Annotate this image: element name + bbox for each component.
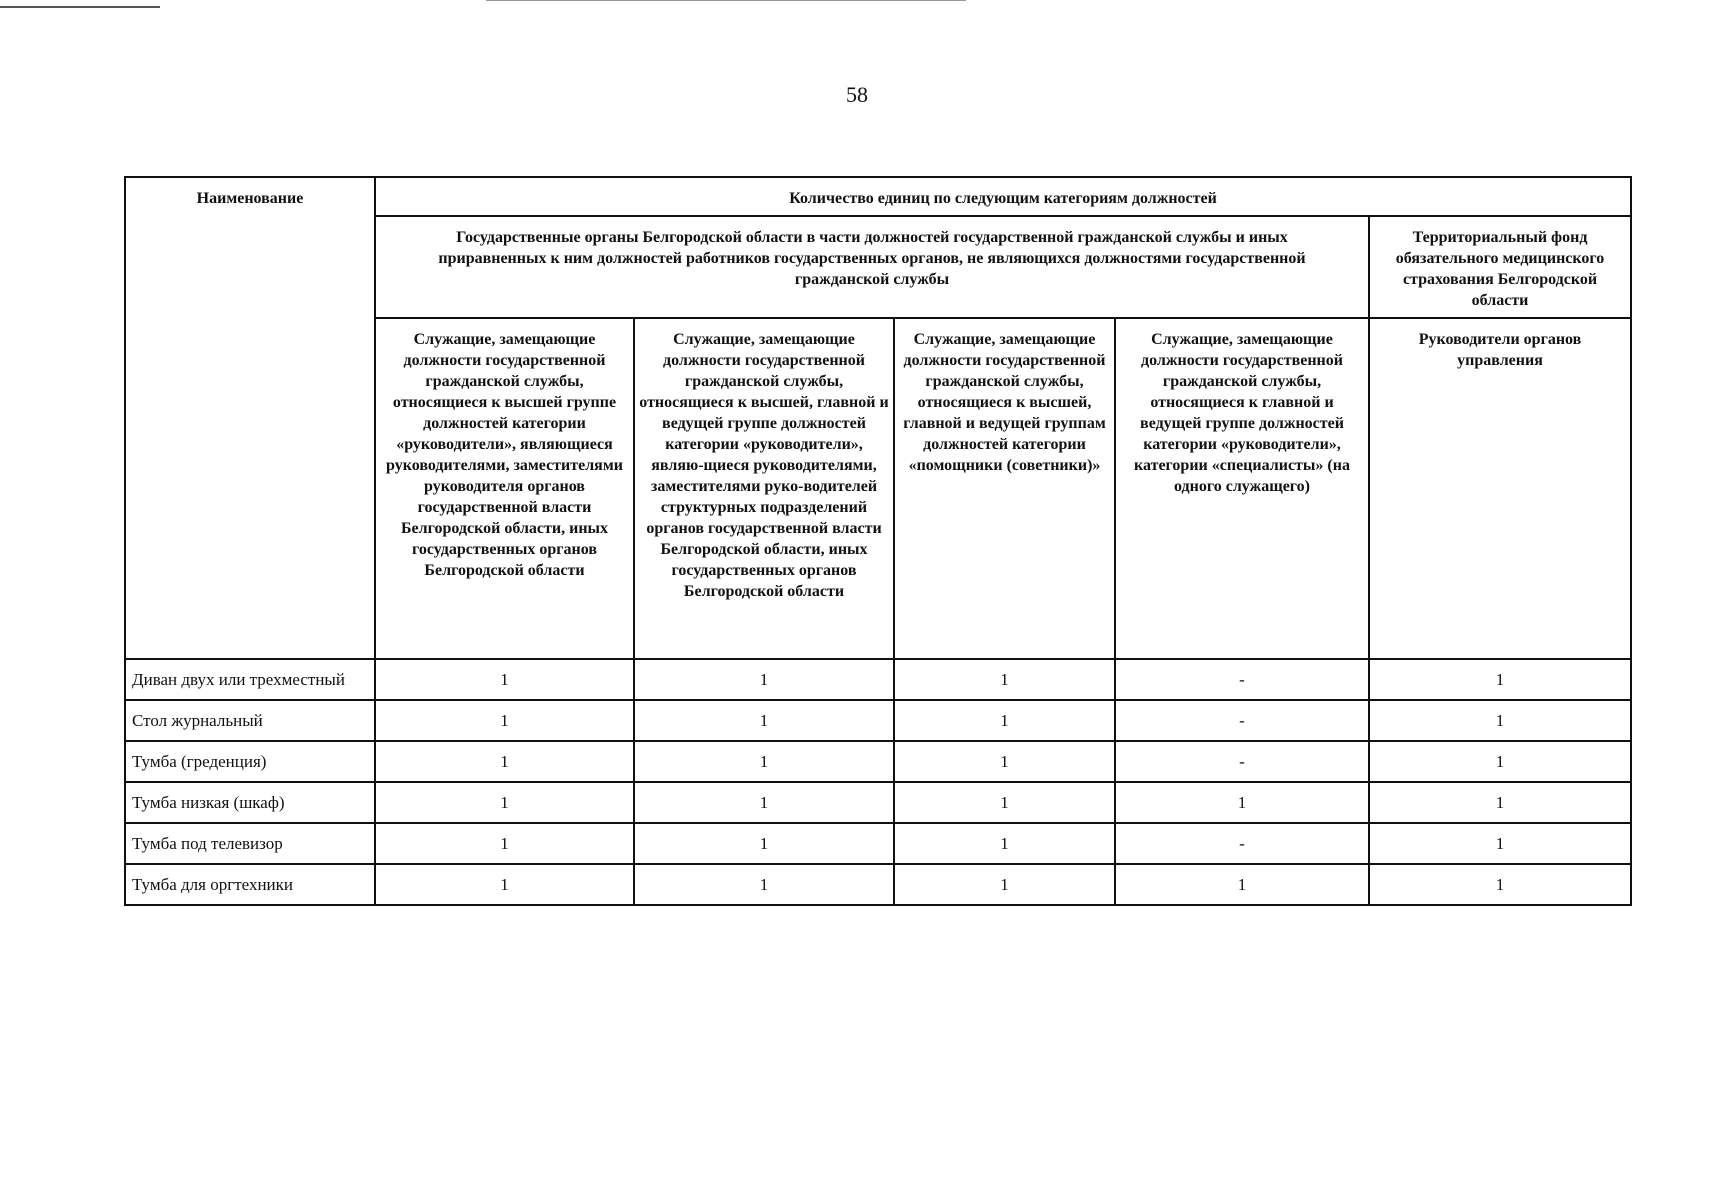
scan-edge-line — [486, 0, 966, 1]
quantity-cell: 1 — [1369, 659, 1631, 700]
item-name: Диван двух или трехместный — [125, 659, 375, 700]
item-name: Тумба под телевизор — [125, 823, 375, 864]
quantity-cell: 1 — [375, 823, 634, 864]
table-row — [125, 700, 1631, 741]
quantity-cell: - — [1115, 659, 1369, 700]
table-row — [125, 864, 1631, 905]
item-name: Тумба низкая (шкаф) — [125, 782, 375, 823]
quantity-cell: - — [1115, 741, 1369, 782]
quantity-cell: 1 — [634, 741, 894, 782]
quantity-cell: 1 — [894, 782, 1115, 823]
header-group-state-bodies: Государственные органы Белгородской области в части должностей государственной гражданской службы и иных приравненных к ним должностей работников государственных органов, не являющихся должностями государственной гражданской службы — [375, 216, 1369, 318]
quantity-cell: 1 — [375, 864, 634, 905]
item-name: Тумба (греденция) — [125, 741, 375, 782]
quantity-cell: 1 — [1369, 864, 1631, 905]
quantity-cell: 1 — [1369, 782, 1631, 823]
quantity-cell: 1 — [634, 782, 894, 823]
header-name: Наименование — [125, 177, 375, 659]
quantity-cell: 1 — [375, 700, 634, 741]
page-number: 58 — [846, 82, 868, 107]
quantity-cell: 1 — [375, 782, 634, 823]
quantity-cell: 1 — [1369, 823, 1631, 864]
quantity-cell: 1 — [894, 659, 1115, 700]
quantity-cell: 1 — [1369, 700, 1631, 741]
quantity-cell: 1 — [894, 864, 1115, 905]
header-quantity: Количество единиц по следующим категориям должностей — [375, 177, 1631, 216]
quantity-cell: 1 — [1115, 864, 1369, 905]
table-row — [125, 741, 1631, 782]
item-name: Стол журнальный — [125, 700, 375, 741]
header-row-top — [125, 177, 1631, 216]
header-category: Служащие, замещающие должности государственной гражданской службы, относящиеся к главной и ведущей группе должностей категории «руководители», категории «специалисты» (на одного служащего) — [1115, 318, 1369, 659]
quantity-cell: 1 — [375, 741, 634, 782]
quantity-cell: 1 — [894, 741, 1115, 782]
quantity-cell: 1 — [1369, 741, 1631, 782]
quantity-cell: - — [1115, 823, 1369, 864]
quantity-cell: 1 — [894, 700, 1115, 741]
quantity-cell: 1 — [375, 659, 634, 700]
item-name: Тумба для оргтехники — [125, 864, 375, 905]
quantity-cell: 1 — [634, 700, 894, 741]
header-category: Служащие, замещающие должности государственной гражданской службы, относящиеся к высшей, главной и ведущей группе должностей категории «руководители», являю-щиеся руководителями, заместителями руко-водителей структурных подразделений органов государственной власти Белгородской области, иных государственных органов Белгородской области — [634, 318, 894, 659]
header-category: Служащие, замещающие должности государственной гражданской службы, относящиеся к высшей, главной и ведущей группам должностей категории «помощники (советники)» — [894, 318, 1115, 659]
scan-edge-line — [0, 6, 160, 8]
table-row — [125, 782, 1631, 823]
quantity-cell: - — [1115, 700, 1369, 741]
quantity-cell: 1 — [634, 659, 894, 700]
quantity-cell: 1 — [894, 823, 1115, 864]
header-group-medical-fund: Территориальный фонд обязательного медицинского страхования Белгородской области — [1369, 216, 1631, 318]
header-category: Служащие, замещающие должности государственной гражданской службы, относящиеся к высшей группе должностей категории «руководители», являющиеся руководителями, заместителями руководителя органов государственной власти Белгородской области, иных государственных органов Белгородской области — [375, 318, 634, 659]
header-category: Руководители органов управления — [1369, 318, 1631, 659]
quantity-cell: 1 — [634, 823, 894, 864]
table-row — [125, 823, 1631, 864]
table-row — [125, 659, 1631, 700]
quantity-cell: 1 — [1115, 782, 1369, 823]
quantity-cell: 1 — [634, 864, 894, 905]
furniture-norms-table — [124, 176, 1632, 906]
